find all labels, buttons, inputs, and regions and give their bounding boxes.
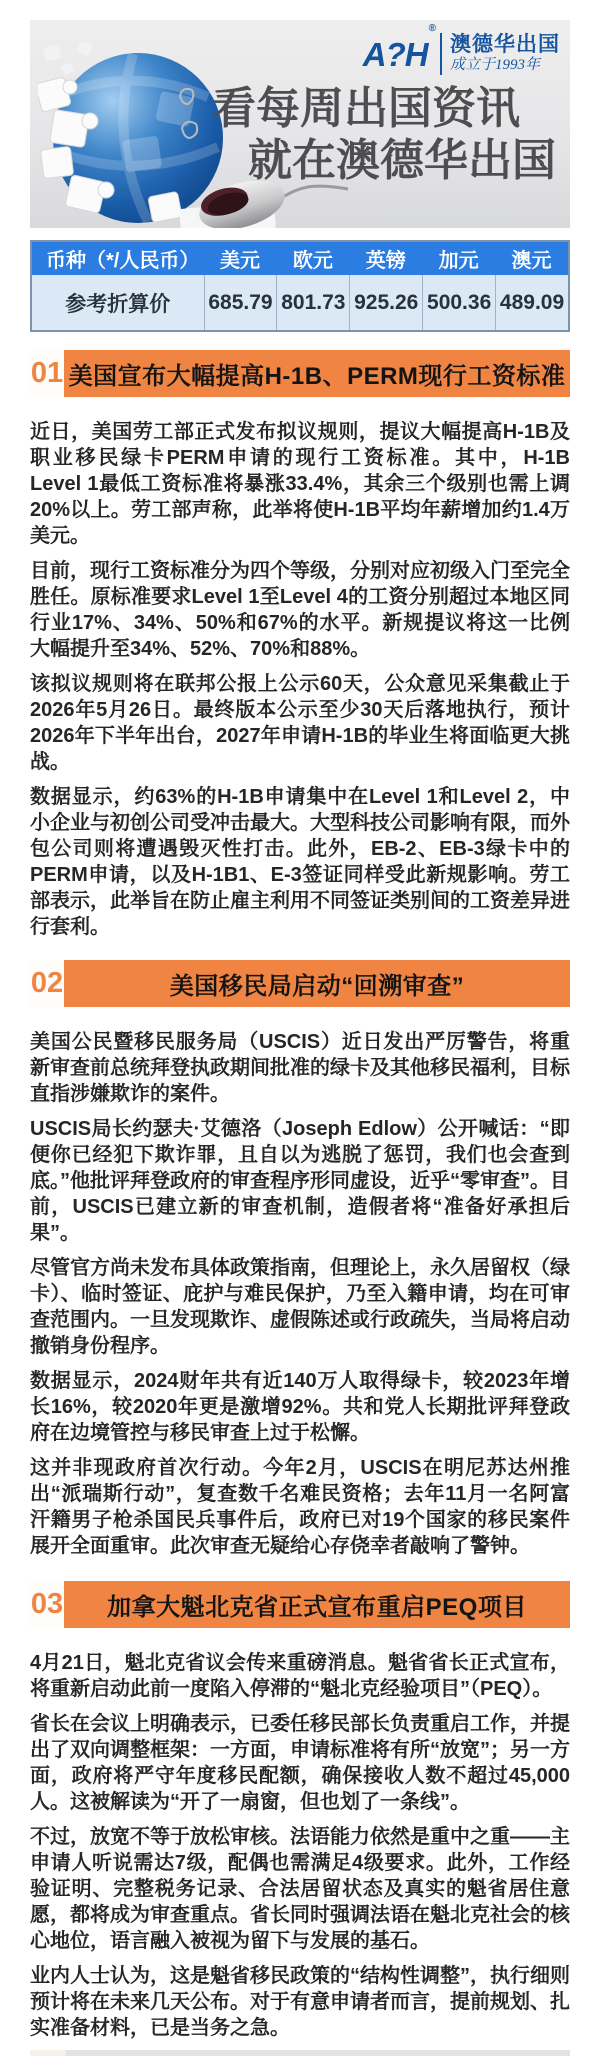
currency-table-value-row [32,275,568,330]
next-section-peek [30,2050,570,2056]
hero-slogan [212,84,556,188]
currency-table [30,240,570,332]
column-header-gbp: 英镑 [365,250,406,272]
slogan-line-1: 看每周出国资讯 [212,84,520,133]
newsletter-page [30,20,570,2056]
column-header-aud: 澳元 [511,250,552,272]
slogan-line-2: 就在澳德华出国 [248,136,556,185]
rate-eur: 801.73 [276,275,349,330]
article-paragraph: 数据显示，约63%的H-1B申请集中在Level 1和Level 2，中小企业与初创公司受冲击最大。大型科技公司影响有限，而外包公司则将遭遇毁灭性打击。此外，EB-2、EB-3绿卡中的PERM申请，以及H-1B1、E-3签证同样受此新规影响。劳工部表示，此举旨在防止雇主利用不同签证类别间的工资差异进行套利。 [30,786,570,938]
article-paragraph: 不过，放宽不等于放松审核。法语能力依然是重中之重——主申请人听说需达7级，配偶也需满足4级要求。此外，工作经验证明、完整税务记录、合法居留状态及真实的魁省居住意愿，都将成为审查重点。省长同时强调法语在魁北克社会的核心地位，语言融入被视为留下与发展的基石。 [30,1826,570,1952]
section-number-badge: 02 [30,960,64,1007]
section-header-1 [30,350,570,397]
column-header-usd: 美元 [219,250,260,272]
logo-since-text: 成立于1993年 [450,57,541,74]
logo-company-name: 澳德华出国 [450,33,560,57]
article-paragraph: 尽管官方尚未发布具体政策指南，但理论上，永久居留权（绿卡）、临时签证、庇护与难民保护，乃至入籍申请，均在可审查范围内。一旦发现欺诈、虚假陈述或行政疏失，当局将启动撤销身份程序。 [30,1257,570,1357]
article-paragraph: 数据显示，2024财年共有近140万人取得绿卡，较2023年增长16%，较2020年更是激增92%。共和党人长期批评拜登政府在边境管控与移民审查上过于松懈。 [30,1370,570,1444]
next-section-peek-gap [30,2050,66,2056]
column-header-cad: 加元 [438,250,479,272]
section-title: 美国宣布大幅提高H-1B、PERM现行工资标准 [68,363,566,390]
rate-aud: 489.09 [495,275,568,330]
logo-mark: A?H® [362,22,435,73]
registered-mark-icon: ® [428,22,435,34]
section-header-2 [30,960,570,1007]
section-number-badge: 03 [30,1581,64,1628]
rate-gbp: 925.26 [349,275,422,330]
rate-cad: 500.36 [422,275,495,330]
section-header-3 [30,1581,570,1628]
column-header-eur: 欧元 [292,250,333,272]
article-paragraph: 近日，美国劳工部正式发布拟议规则，提议大幅提高H-1B及职业移民绿卡PERM申请的现行工资标准。其中，H-1B Level 1最低工资标准将暴涨33.4%，其余三个级别也需上调20%以上。劳工部声称，此举将使H-1B平均年薪增加约1.4万美元。 [30,421,570,547]
article-paragraph: 业内人士认为，这是魁省移民政策的“结构性调整”，执行细则预计将在未来几天公布。对于有意申请者而言，提前规划、扎实准备材料，已是当务之急。 [30,1965,570,2039]
article-paragraph: 该拟议规则将在联邦公报上公示60天，公众意见采集截止于2026年5月26日。最终版本公示至少30天后落地执行，预计2026年下半年出台，2027年申请H-1B的毕业生将面临更大挑战。 [30,673,570,773]
hero-banner [30,20,570,228]
section-title: 加拿大魁北克省正式宣布重启PEQ项目 [107,1594,527,1621]
column-header-currency: 币种（*/人民币） [46,250,200,272]
article-paragraph: 4月21日，魁北克省议会传来重磅消息。魁省省长正式宣布，将重新启动此前一度陷入停滞的“魁北克经验项目”（PEQ）。 [30,1652,570,1700]
currency-table-header-row [32,242,568,275]
section-number-badge: 01 [30,350,64,397]
logo-divider [440,33,442,75]
article-paragraph: 目前，现行工资标准分为四个等级，分别对应初级入门至完全胜任。原标准要求Level 1至Level 4的工资分别超过本地区同行业17%、34%、50%和67%的水平。新规提议将这一比例大幅提升至34%、52%、70%和88%。 [30,560,570,660]
article-paragraph: 这并非现政府首次行动。今年2月，USCIS在明尼苏达州推出“派瑞斯行动”，复查数千名难民资格；去年11月一名阿富汗籍男子枪杀国民兵事件后，政府已对19个国家的移民案件展开全面重审。此次审查无疑给心存侥幸者敲响了警钟。 [30,1457,570,1557]
rate-usd: 685.79 [204,275,277,330]
company-logo [362,22,560,75]
row-label: 参考折算价 [65,292,171,316]
article-paragraph: 美国公民暨移民服务局（USCIS）近日发出严厉警告，将重新审查前总统拜登执政期间批准的绿卡及其他移民福利，目标直指涉嫌欺诈的案件。 [30,1031,570,1105]
section-title: 美国移民局启动“回溯审查” [169,973,465,1000]
article-paragraph: USCIS局长约瑟夫·艾德洛（Joseph Edlow）公开喊话：“即便你已经犯下欺诈罪，且自以为逃脱了惩罚，我们也会查到底。”他批评拜登政府的审查程序形同虚设，近乎“零审查”。目前，USCIS已建立新的审查机制，造假者将“准备好承担后果”。 [30,1118,570,1244]
article-paragraph: 省长在会议上明确表示，已委任移民部长负责重启工作，并提出了双向调整框架：一方面，申请标准将有所“放宽”；另一方面，政府将严守年度移民配额，确保接收人数不超过45,000人。这被解读为“开了一扇窗，但也划了一条线”。 [30,1713,570,1813]
